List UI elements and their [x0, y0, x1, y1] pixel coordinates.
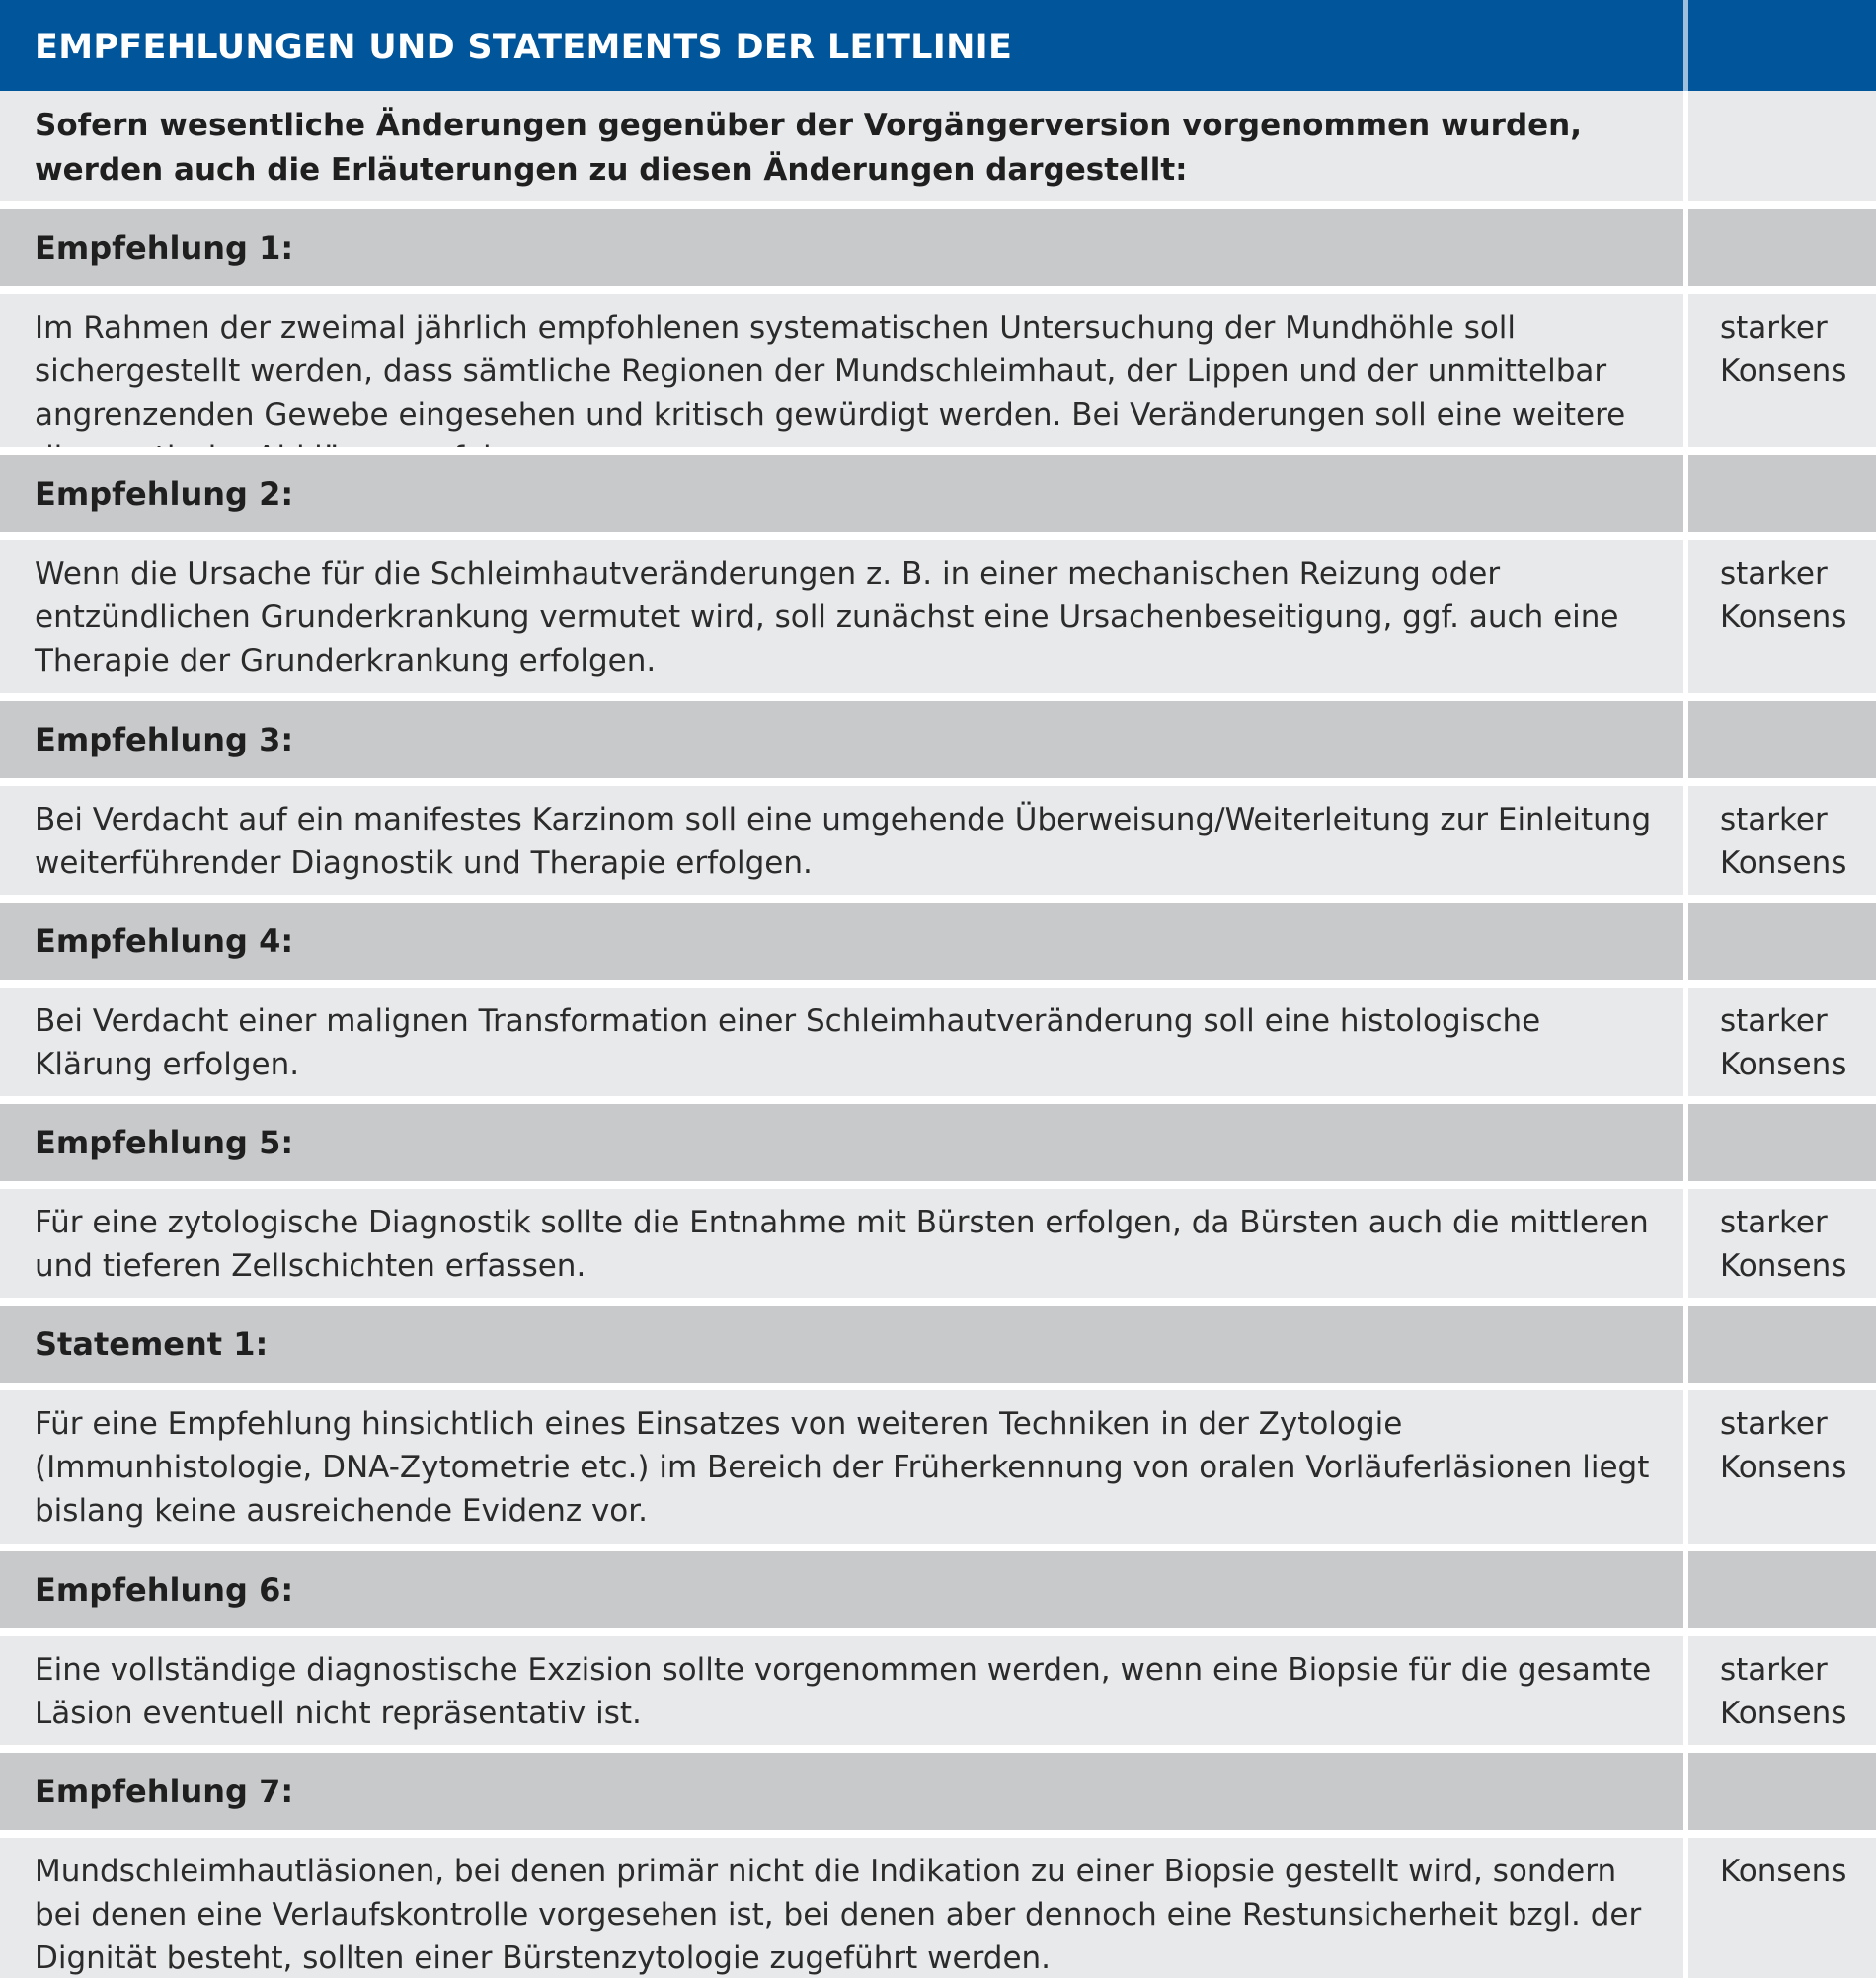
- intro-text: Sofern wesentliche Änderungen gegenüber der Vorgängerversion vorgenommen wurden, werden auch die Erläuterungen zu diesen Änderungen dargestellt:: [0, 91, 1683, 201]
- consensus-label: Konsens: [1688, 1838, 1876, 1978]
- section-title: Empfehlung 7:: [0, 1753, 1683, 1830]
- consensus-label: starker Konsens: [1688, 540, 1876, 693]
- table-title: EMPFEHLUNGEN UND STATEMENTS DER LEITLINIE: [0, 0, 1683, 91]
- section-text: Für eine Empfehlung hinsichtlich eines Einsatzes von weiteren Techniken in der Zytologie (Immunhistologie, DNA-Zytometrie etc.) im Bereich der Früherkennung von oralen Vorläuferläsionen liegt bislang keine ausreichende Evidenz vor.: [0, 1390, 1683, 1544]
- consensus-label: starker Konsens: [1688, 786, 1876, 895]
- section-text: Eine vollständige diagnostische Exzision sollte vorgenommen werden, wenn eine Biopsie für die gesamte Läsion eventuell nicht repräsentativ ist.: [0, 1636, 1683, 1745]
- section-text: Mundschleimhautläsionen, bei denen primär nicht die Indikation zu einer Biopsie gestellt wird, sondern bei denen eine Verlaufskontrolle vorgesehen ist, bei denen aber dennoch eine Restunsicherheit bzgl. der Dignität besteht, sollten einer Bürstenzytologie zugeführt werden.: [0, 1838, 1683, 1978]
- section-title: Empfehlung 2:: [0, 455, 1683, 532]
- section-text: Im Rahmen der zweimal jährlich empfohlenen systematischen Untersuchung der Mundhöhle soll sichergestellt werden, dass sämtliche Regionen der Mundschleimhaut, der Lippen und der unmittelbar angrenzenden Gewebe eingesehen und kritisch gewürdigt werden. Bei Veränderungen soll eine weitere: [0, 294, 1683, 447]
- section-text: Bei Verdacht auf ein manifestes Karzinom soll eine umgehende Überweisung/Weiterleitung zur Einleitung weiterführender Diagnostik und Therapie erfolgen.: [0, 786, 1683, 895]
- section-title: Empfehlung 5:: [0, 1104, 1683, 1181]
- consensus-label: starker Konsens: [1688, 1189, 1876, 1298]
- consensus-label: starker Konsens: [1688, 1390, 1876, 1544]
- section-text: Wenn die Ursache für die Schleimhautveränderungen z. B. in einer mechanischen Reizung oder entzündlichen Grunderkrankung vermutet wird, soll zunächst eine Ursachenbeseitigung, ggf. auch eine Therapie der Grunderkrankung erfolgen.: [0, 540, 1683, 693]
- section-title: Empfehlung 3:: [0, 701, 1683, 778]
- consensus-label: starker Konsens: [1688, 988, 1876, 1096]
- header-side-cell: [1688, 0, 1876, 91]
- section-title: Empfehlung 6:: [0, 1551, 1683, 1628]
- intro-side-cell: [1688, 91, 1876, 201]
- consensus-label: starker Konsens: [1688, 294, 1876, 447]
- section-text: Bei Verdacht einer malignen Transformation einer Schleimhautveränderung soll eine histologische Klärung erfolgen.: [0, 988, 1683, 1096]
- section-text: Für eine zytologische Diagnostik sollte die Entnahme mit Bürsten erfolgen, da Bürsten auch die mittleren und tieferen Zellschichten erfassen.: [0, 1189, 1683, 1298]
- section-title: Statement 1:: [0, 1306, 1683, 1383]
- consensus-label: starker Konsens: [1688, 1636, 1876, 1745]
- section-title: Empfehlung 4:: [0, 903, 1683, 980]
- section-title: Empfehlung 1:: [0, 209, 1683, 286]
